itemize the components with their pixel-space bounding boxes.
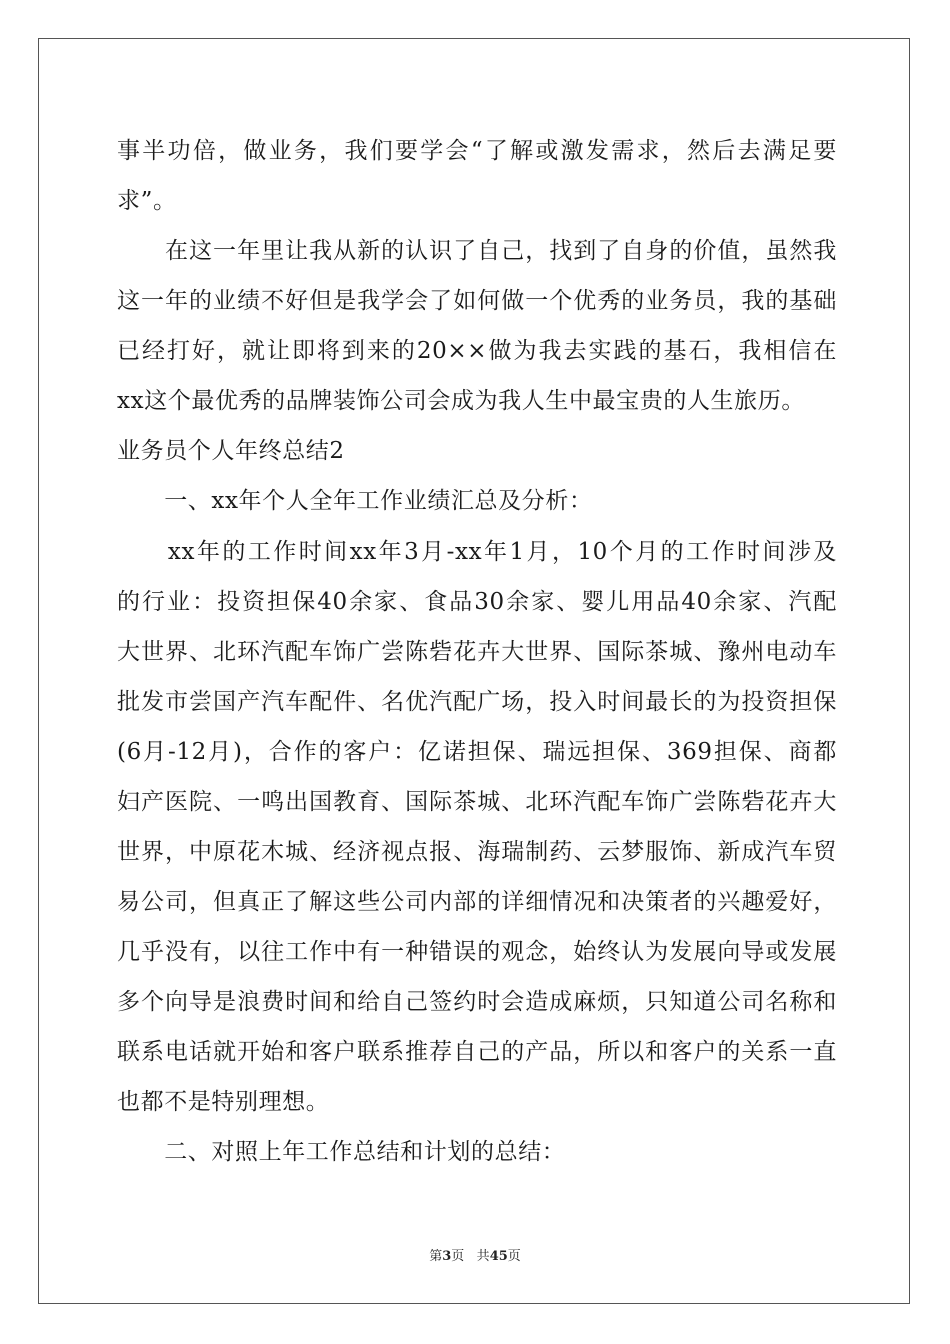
section-heading: 业务员个人年终总结2 [117, 438, 345, 464]
text-line: 多个向导是浪费时间和给自己签约时会造成麻烦，只知道公司名称和 [117, 989, 837, 1015]
page-prefix: 第 [429, 1249, 443, 1264]
text-line: 妇产医院、一鸣出国教育、国际茶城、北环汽配车饰广尝陈砦花卉大 [117, 789, 837, 815]
text-line: 批发市尝国产汽车配件、名优汽配广场，投入时间最长的为投资担保 [117, 689, 837, 715]
page-footer [0, 1248, 950, 1266]
text-line: xx这个最优秀的品牌装饰公司会成为我人生中最宝贵的人生旅历。 [117, 388, 805, 414]
text-line: 也都不是特别理想。 [117, 1089, 330, 1115]
text-line: (6月-12月)，合作的客户：亿诺担保、瑞远担保、369担保、商都 [117, 739, 837, 765]
text-line: 这一年的业绩不好但是我学会了如何做一个优秀的业务员，我的基础 [117, 288, 837, 314]
total-pages: 45 [489, 1249, 508, 1264]
text-line: 大世界、北环汽配车饰广尝陈砦花卉大世界、国际茶城、豫州电动车 [117, 639, 837, 665]
text-line: xx年的工作时间xx年3月-xx年1月，10个月的工作时间涉及 [117, 539, 837, 565]
text-line: 世界，中原花木城、经济视点报、海瑞制药、云梦服饰、新成汽车贸 [117, 839, 837, 865]
text-line: 事半功倍，做业务，我们要学会“了解或激发需求，然后去满足要 [117, 138, 837, 164]
total-prefix: 共 [476, 1249, 490, 1264]
text-line: 已经打好，就让即将到来的20××做为我去实践的基石，我相信在 [117, 338, 837, 364]
page-number: 3 [442, 1249, 452, 1264]
text-line: 联系电话就开始和客户联系推荐自己的产品，所以和客户的关系一直 [117, 1039, 837, 1065]
text-line: 易公司，但真正了解这些公司内部的详细情况和决策者的兴趣爱好， [117, 889, 837, 915]
subsection-heading: 一、xx年个人全年工作业绩汇总及分析： [117, 488, 593, 514]
total-suffix: 页 [507, 1249, 521, 1264]
page-suffix: 页 [451, 1249, 465, 1264]
subsection-heading: 二、对照上年工作总结和计划的总结： [117, 1139, 566, 1165]
text-line: 求”。 [117, 188, 177, 214]
text-line: 的行业：投资担保40余家、食品30余家、婴儿用品40余家、汽配 [117, 589, 837, 615]
text-line: 在这一年里让我从新的认识了自己，找到了自身的价值，虽然我 [117, 238, 837, 264]
text-line: 几乎没有，以往工作中有一种错误的观念，始终认为发展向导或发展 [117, 939, 837, 965]
